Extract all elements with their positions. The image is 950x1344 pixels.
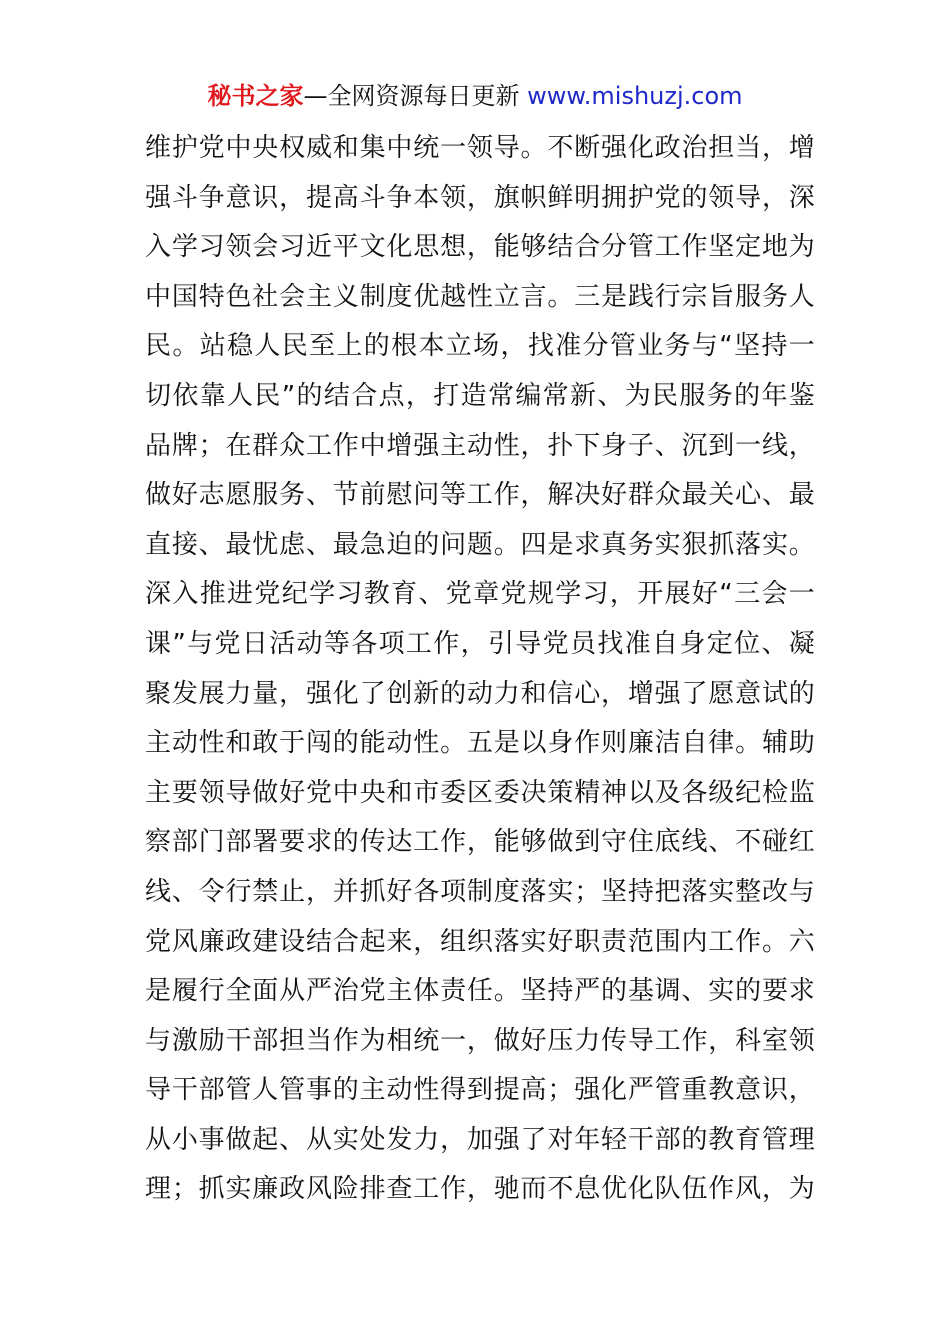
document-body <box>145 124 815 1215</box>
text-line: 维护党中央权威和集中统一领导。不断强化政治担当，增 <box>145 133 815 163</box>
text-line: 主要领导做好党中央和市委区委决策精神以及各级纪检监 <box>145 777 815 808</box>
site-url[interactable]: www.mishuzj.com <box>527 82 743 110</box>
text-line: 导干部管人管事的主动性得到提高；强化严管重教意识， <box>145 1075 815 1106</box>
text-line: 线、令行禁止，并抓好各项制度落实；坚持把落实整改与 <box>145 876 815 907</box>
text-line: 入学习领会习近平文化思想，能够结合分管工作坚定地为 <box>145 232 815 263</box>
text-line: 主动性和敢于闯的能动性。五是以身作则廉洁自律。辅助 <box>145 728 815 759</box>
text-line: 理；抓实廉政风险排查工作，驰而不息优化队伍作风，为 <box>145 1174 815 1205</box>
text-line: 是履行全面从严治党主体责任。坚持严的基调、实的要求 <box>145 976 815 1007</box>
text-line: 民。站稳人民至上的根本立场，找准分管业务与“坚持一 <box>145 331 815 362</box>
text-line: 察部门部署要求的传达工作，能够做到守住底线、不碰红 <box>145 827 815 858</box>
text-line: 中国特色社会主义制度优越性立言。三是践行宗旨服务人 <box>145 281 815 312</box>
text-line: 课”与党日活动等各项工作，引导党员找准自身定位、凝 <box>145 628 815 659</box>
text-line: 深入推进党纪学习教育、党章党规学习，开展好“三会一 <box>145 579 815 610</box>
page-header <box>0 78 950 114</box>
text-line: 与激励干部担当作为相统一，做好压力传导工作，科室领 <box>145 1025 815 1056</box>
text-line: 强斗争意识，提高斗争本领，旗帜鲜明拥护党的领导，深 <box>145 182 815 213</box>
text-line: 品牌；在群众工作中增强主动性，扑下身子、沉到一线， <box>145 430 815 461</box>
text-line: 党风廉政建设结合起来，组织落实好职责范围内工作。六 <box>145 926 815 957</box>
brand-name: 秘书之家 <box>207 82 304 110</box>
text-line: 做好志愿服务、节前慰问等工作，解决好群众最关心、最 <box>145 480 815 511</box>
text-line: 聚发展力量，强化了创新的动力和信心，增强了愿意试的 <box>145 678 815 709</box>
text-line: 从小事做起、从实处发力，加强了对年轻干部的教育管理 <box>145 1124 815 1155</box>
header-tagline: —全网资源每日更新 <box>303 82 520 110</box>
text-line: 直接、最忧虑、最急迫的问题。四是求真务实狠抓落实。 <box>145 529 815 560</box>
text-line: 切依靠人民”的结合点，打造常编常新、为民服务的年鉴 <box>145 380 815 411</box>
